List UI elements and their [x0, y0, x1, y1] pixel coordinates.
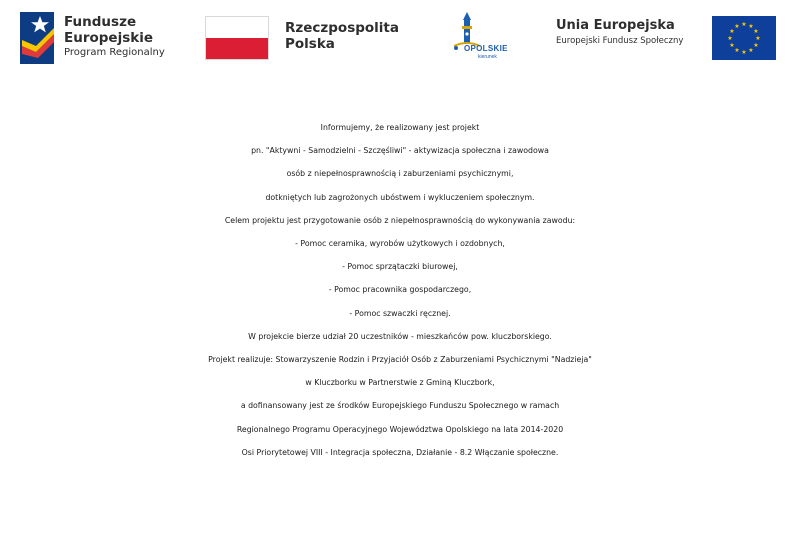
notice-line: w Kluczborku w Partnerstwie z Gminą Kluczbork,: [305, 378, 495, 388]
svg-text:★: ★: [755, 35, 761, 42]
notice-list-item: - Pomoc pracownika gospodarczego,: [328, 285, 472, 295]
svg-text:★: ★: [727, 35, 733, 42]
fundusze-line3: Program Regionalny: [64, 47, 165, 58]
notice-line: Projekt realizuje: Stowarzyszenie Rodzin i Przyjaciół Osób z Zaburzeniami Psychicznymi "Nadzieja": [208, 355, 592, 365]
polish-flag-icon: [205, 16, 269, 60]
svg-text:★: ★: [741, 49, 747, 56]
fundusze-europejskie-text: [64, 14, 165, 60]
notice-list-item: - Pomoc szwaczki ręcznej.: [349, 308, 451, 318]
notice-line: Regionalnego Programu Operacyjnego Województwa Opolskiego na lata 2014-2020: [236, 424, 564, 434]
fundusze-line1: Fundusze: [64, 14, 137, 30]
unia-line2: Europejski Fundusz Społeczny: [556, 36, 684, 46]
svg-text:★: ★: [748, 23, 754, 30]
svg-text:★: ★: [734, 47, 740, 54]
fundusze-europejskie-star-icon: [20, 12, 60, 64]
svg-text:★: ★: [734, 23, 740, 30]
svg-text:★: ★: [729, 28, 735, 35]
opolskie-sublabel: kierunek: [478, 54, 497, 60]
notice-line: a dofinansowany jest ze środków Europejskiego Funduszu Społecznego w ramach: [240, 401, 560, 411]
svg-text:★: ★: [748, 47, 754, 54]
svg-text:★: ★: [729, 42, 735, 49]
eu-flag-icon: [712, 16, 776, 60]
rzeczpospolita-polska-logo: [205, 14, 405, 66]
svg-text:★: ★: [753, 28, 759, 35]
logo-bar: [0, 0, 800, 84]
fundusze-line2: Europejskie: [64, 30, 154, 46]
notice-line: Informujemy, że realizowany jest projekt: [320, 123, 480, 132]
opolskie-label: OPOLSKIE: [464, 44, 508, 53]
notice-line: dotkniętych lub zagrożonych ubóstwem i wykluczeniem społecznym.: [265, 192, 535, 202]
fundusze-europejskie-logo: [20, 12, 180, 70]
rzeczpospolita-line2: Polska: [285, 36, 335, 52]
rzeczpospolita-line1: Rzeczpospolita: [285, 20, 399, 36]
svg-text:★: ★: [741, 21, 747, 28]
unia-europejska-text: [556, 18, 683, 48]
notice-line: pn. "Aktywni - Samodzielni - Szczęśliwi" - aktywizacja społeczna i zawodowa: [251, 146, 549, 156]
notice-list-item: - Pomoc ceramika, wyrobów użytkowych i ozdobnych,: [295, 239, 505, 249]
project-notice: [0, 116, 800, 464]
unia-europejska-logo: [548, 14, 780, 66]
notice-line: osób z niepełnosprawnością i zaburzeniami psychicznymi,: [286, 169, 514, 179]
notice-line: Osi Priorytetowej VIII - Integracja społeczna, Działanie - 8.2 Włączanie społeczne.: [241, 447, 559, 457]
svg-text:★: ★: [753, 42, 759, 49]
notice-list-item: - Pomoc sprzątaczki biurowej,: [342, 262, 458, 272]
notice-line: Celem projektu jest przygotowanie osób z niepełnosprawnością do wykonywania zawodu:: [224, 215, 576, 225]
opolskie-logo: [438, 12, 522, 66]
notice-line: W projekcie bierze udział 20 uczestników - mieszkańców pow. kluczborskiego.: [248, 331, 552, 341]
rzeczpospolita-text: [285, 20, 399, 52]
unia-line1: Unia Europejska: [556, 18, 675, 33]
